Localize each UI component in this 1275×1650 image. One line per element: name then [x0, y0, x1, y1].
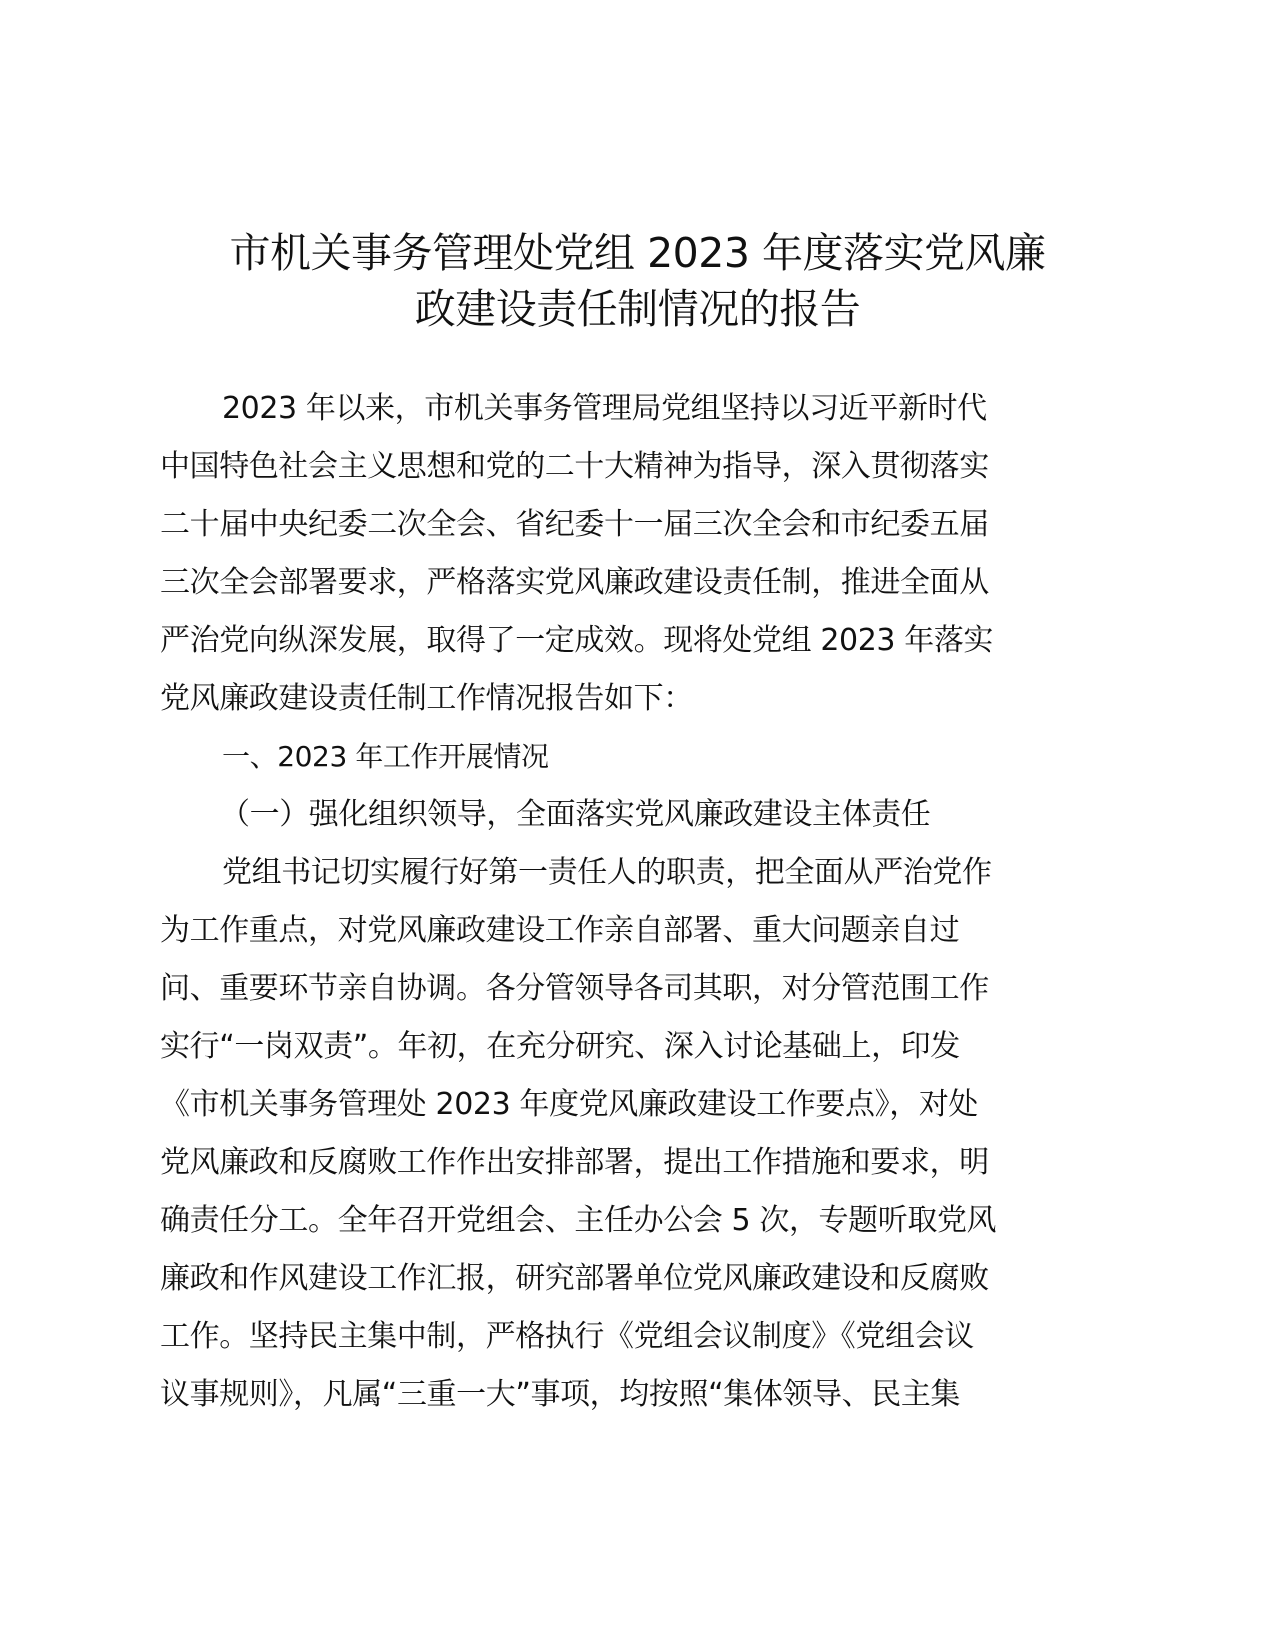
document-title [150, 225, 1125, 337]
title-line-1: 市机关事务管理处党组 2023 年度落实党风廉 [229, 229, 1046, 277]
subsection-heading: （一）强化组织领导，全面落实党风廉政建设主体责任 [220, 797, 931, 832]
paragraph-line: 党风廉政建设责任制工作情况报告如下： [160, 681, 693, 716]
paragraph-line: 确责任分工。全年召开党组会、主任办公会 5 次，专题听取党风 [160, 1203, 997, 1238]
paragraph-line: 严治党向纵深发展，取得了一定成效。现将处党组 2023 年落实 [160, 623, 994, 658]
paragraph-line: 《市机关事务管理处 2023 年度党风廉政建设工作要点》，对处 [160, 1087, 979, 1122]
paragraph-line: 工作。坚持民主集中制，严格执行《党组会议制度》《党组会议 [160, 1319, 974, 1354]
paragraph-line: 2023 年以来，市机关事务管理局党组坚持以习近平新时代 [222, 391, 987, 426]
paragraph-line: 廉政和作风建设工作汇报，研究部署单位党风廉政建设和反腐败 [160, 1261, 989, 1296]
paragraph-line: 中国特色社会主义思想和党的二十大精神为指导，深入贯彻落实 [160, 449, 989, 484]
paragraph-line: 实行“一岗双责”。年初，在充分研究、深入讨论基础上，印发 [160, 1029, 960, 1064]
document-body [160, 380, 1110, 1424]
paragraph-line: 二十届中央纪委二次全会、省纪委十一届三次全会和市纪委五届 [160, 507, 989, 542]
paragraph-line: 党组书记切实履行好第一责任人的职责，把全面从严治党作 [222, 855, 992, 890]
section-heading: 一、2023 年工作开展情况 [222, 740, 549, 773]
paragraph-line: 问、重要环节亲自协调。各分管领导各司其职，对分管范围工作 [160, 971, 989, 1006]
paragraph-line: 党风廉政和反腐败工作作出安排部署，提出工作措施和要求，明 [160, 1145, 989, 1180]
paragraph-line: 议事规则》，凡属“三重一大”事项，均按照“集体领导、民主集 [160, 1377, 961, 1412]
paragraph-line: 为工作重点，对党风廉政建设工作亲自部署、重大问题亲自过 [160, 913, 960, 948]
title-line-2: 政建设责任制情况的报告 [414, 285, 861, 333]
paragraph-line: 三次全会部署要求，严格落实党风廉政建设责任制，推进全面从 [160, 565, 989, 600]
